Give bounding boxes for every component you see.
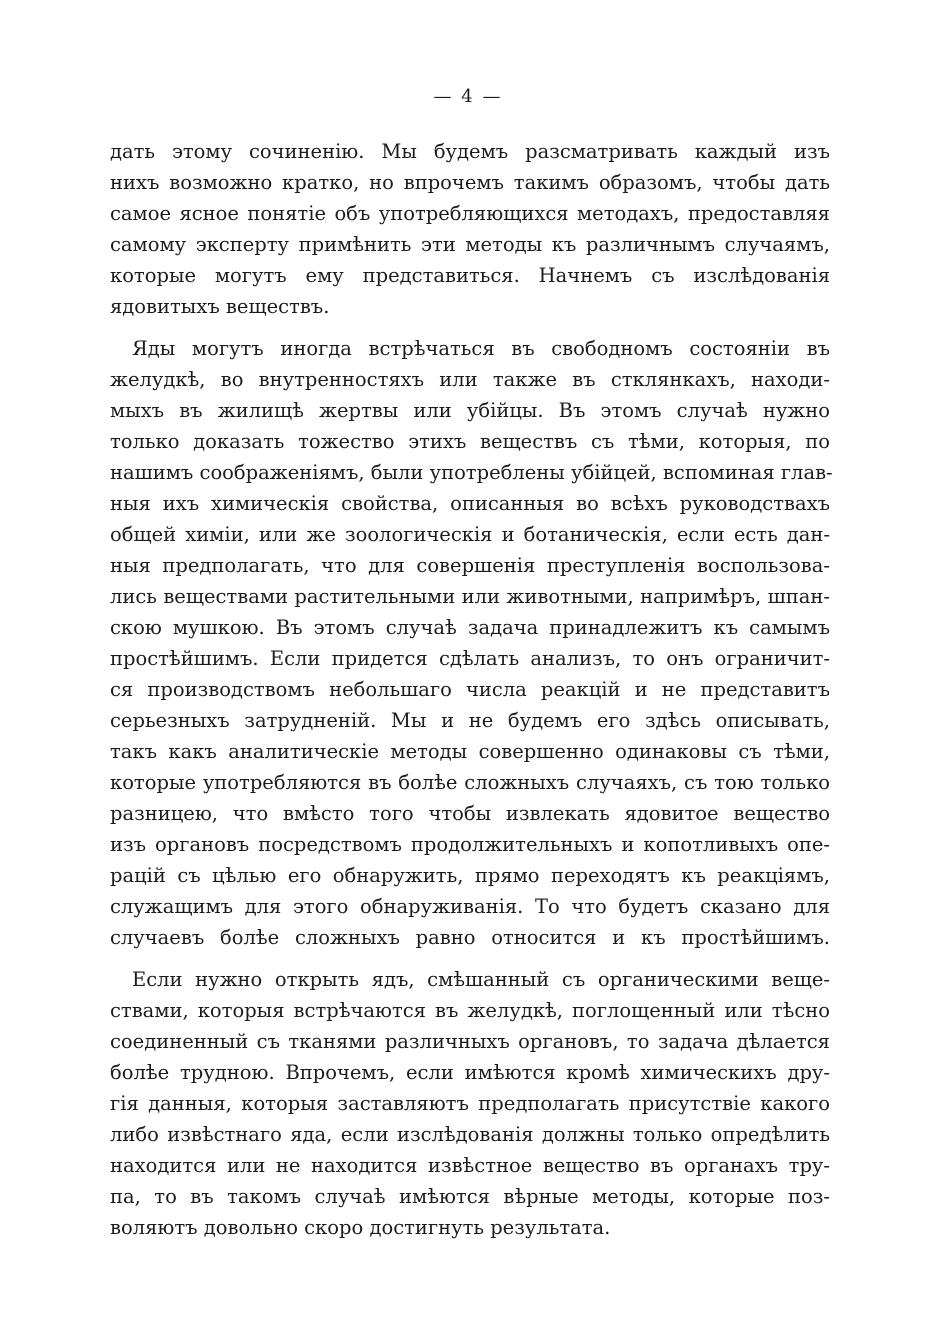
text-line: служащимъ для этого обнаруживанія. То что будетъ сказано для [110, 895, 830, 918]
paragraph-organic-mixture [110, 964, 830, 1243]
text-line: изъ органовъ посредствомъ продолжительныхъ и копотливыхъ опе- [110, 833, 830, 856]
paragraph-continuation [110, 136, 830, 322]
text-line: гія данныя, которыя заставляютъ предполагать присутствіе какого [110, 1092, 830, 1115]
text-line: нашимъ соображеніямъ, были употреблены убійцей, вспоминая глав- [110, 461, 833, 484]
text-line: ся производствомъ небольшаго числа реакцій и не представитъ [110, 678, 830, 701]
text-line: лись веществами растительными или животными, напримѣръ, шпан- [110, 585, 830, 608]
text-line: воляютъ довольно скоро достигнуть результата. [110, 1216, 611, 1239]
text-line: Если нужно открыть ядъ, смѣшанный съ органическими веще- [132, 968, 830, 991]
text-line: желудкѣ, во внутренностяхъ или также въ стклянкахъ, находи- [110, 368, 830, 391]
text-line: которые употребляются въ болѣе сложныхъ случаяхъ, съ тою только [110, 771, 830, 794]
text-line: па, то въ такомъ случаѣ имѣются вѣрные методы, которые поз- [110, 1185, 830, 1208]
text-line: только доказать тожество этихъ веществъ съ тѣми, которыя, по [110, 430, 830, 453]
text-line: мыхъ въ жилищѣ жертвы или убійцы. Въ этомъ случаѣ нужно [110, 399, 830, 422]
text-line: которые могутъ ему представиться. Начнемъ съ изслѣдованія [110, 264, 830, 287]
text-line: либо извѣстнаго яда, если изслѣдованія должны только опредѣлить [110, 1123, 830, 1146]
text-line: Яды могутъ иногда встрѣчаться въ свободномъ состояніи въ [132, 337, 830, 360]
text-line: ствами, которыя встрѣчаются въ желудкѣ, поглощенный или тѣсно [110, 999, 830, 1022]
text-line: находится или не находится извѣстное вещество въ органахъ тру- [110, 1154, 830, 1177]
page-number: — 4 — [433, 86, 503, 107]
text-line: дать этому сочиненію. Мы будемъ разсматривать каждый изъ [110, 140, 830, 163]
text-line: общей химіи, или же зоологическія и ботаническія, если есть дан- [110, 523, 830, 546]
text-line: рацій съ цѣлью его обнаружить, прямо переходятъ къ реакціямъ, [110, 864, 830, 887]
text-line: болѣе трудною. Впрочемъ, если имѣются кромѣ химическихъ дру- [110, 1061, 830, 1084]
text-line: ядовитыхъ веществъ. [110, 295, 330, 318]
text-line: ныя предполагать, что для совершенія преступленія воспользова- [110, 554, 830, 577]
text-line: нихъ возможно кратко, но впрочемъ такимъ образомъ, чтобы дать [110, 171, 830, 194]
body-text [110, 136, 833, 1243]
paragraph-poisons-free-state [110, 333, 833, 953]
text-line: серьезныхъ затрудненій. Мы и не будемъ его здѣсь описывать, [110, 709, 830, 732]
text-line: самое ясное понятіе объ употребляющихся методахъ, предоставляя [110, 202, 830, 225]
text-line: скою мушкою. Въ этомъ случаѣ задача принадлежитъ къ самымъ [110, 616, 830, 639]
text-line: простѣйшимъ. Если придется сдѣлать анализъ, то онъ ограничит- [110, 647, 830, 670]
text-line: самому эксперту примѣнить эти методы къ различнымъ случаямъ, [110, 233, 830, 256]
text-line: ныя ихъ химическія свойства, описанныя во всѣхъ руководствахъ [110, 492, 830, 515]
text-line: такъ какъ аналитическіе методы совершенно одинаковы съ тѣми, [110, 740, 830, 763]
text-line: разницею, что вмѣсто того чтобы извлекать ядовитое вещество [110, 802, 830, 825]
text-line: случаевъ болѣе сложныхъ равно относится и къ простѣйшимъ. [110, 926, 830, 949]
text-line: соединенный съ тканями различныхъ органовъ, то задача дѣлается [110, 1030, 830, 1053]
